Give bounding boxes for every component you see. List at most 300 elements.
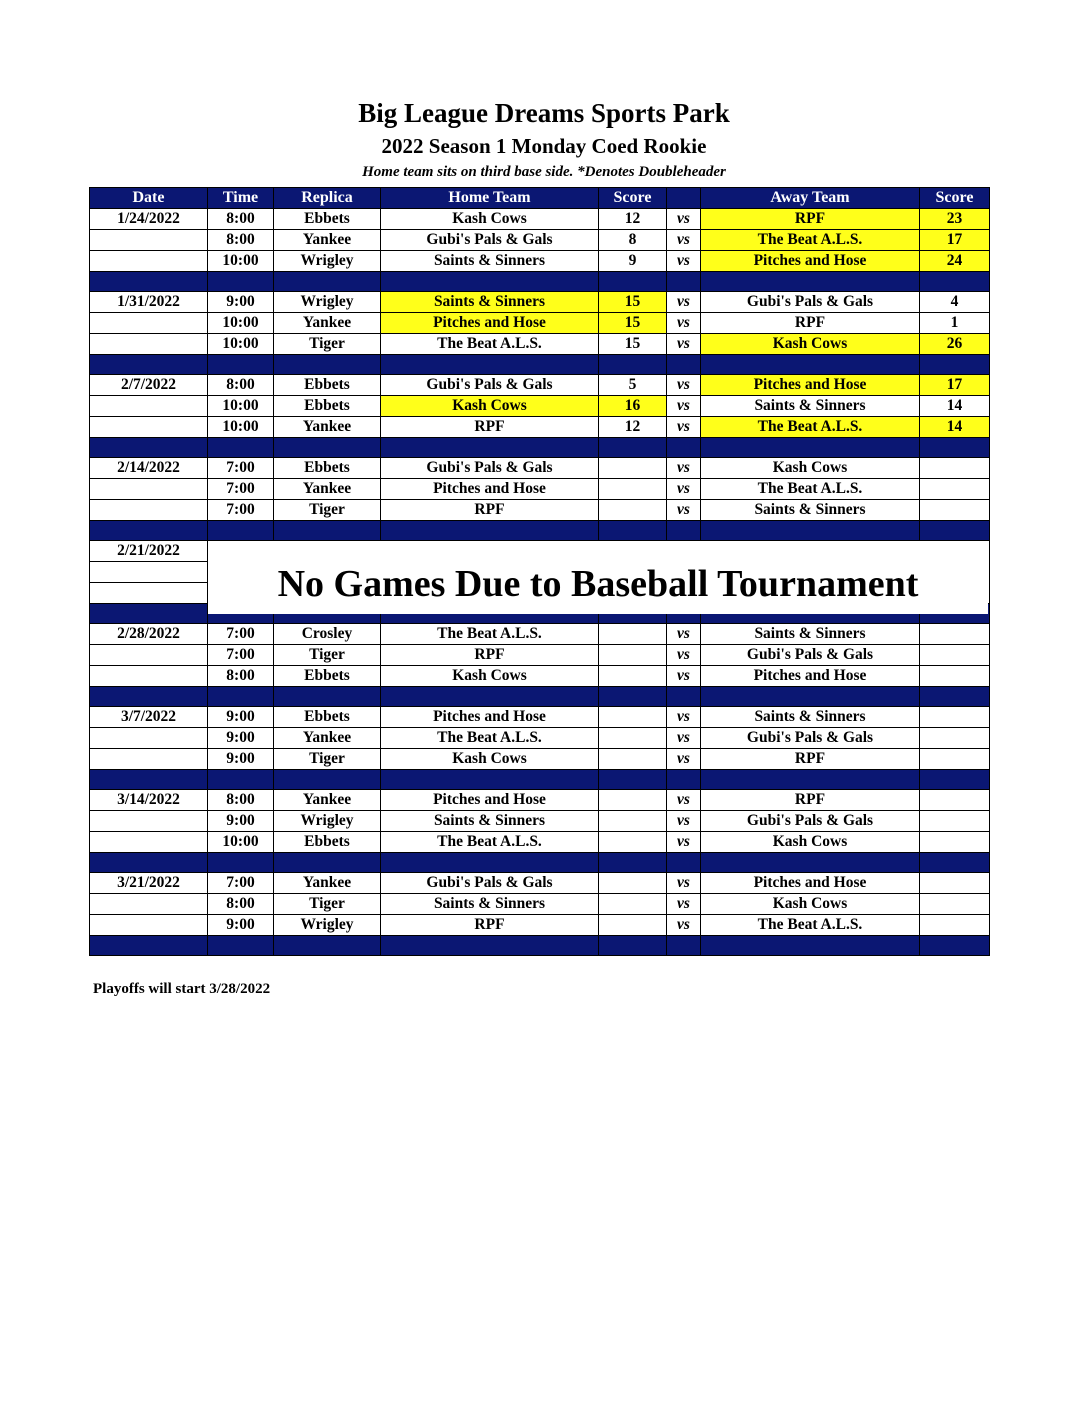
- away-team-cell: Pitches and Hose: [701, 251, 920, 272]
- home-score-cell: [599, 894, 667, 915]
- date-cell: 2/28/2022: [90, 624, 208, 645]
- away-score-cell: 24: [920, 251, 990, 272]
- away-team-cell: Gubi's Pals & Gals: [701, 728, 920, 749]
- game-row: [90, 500, 990, 521]
- separator-cell: [274, 355, 381, 375]
- away-team-cell: Saints & Sinners: [701, 707, 920, 728]
- away-team-cell: Gubi's Pals & Gals: [701, 292, 920, 313]
- away-team-cell: Gubi's Pals & Gals: [701, 811, 920, 832]
- date-cell: 3/7/2022: [90, 707, 208, 728]
- home-score-cell: [599, 915, 667, 936]
- empty-date-cell: [90, 749, 208, 770]
- separator-row: [90, 355, 990, 375]
- game-row: [90, 894, 990, 915]
- away-score-cell: [920, 915, 990, 936]
- replica-cell: Yankee: [274, 479, 381, 500]
- separator-cell: [274, 272, 381, 292]
- separator-cell: [667, 936, 701, 956]
- game-row: [90, 728, 990, 749]
- separator-cell: [381, 355, 599, 375]
- time-cell: 8:00: [208, 375, 274, 396]
- replica-cell: Yankee: [274, 873, 381, 894]
- away-team-cell: Saints & Sinners: [701, 624, 920, 645]
- replica-cell: Tiger: [274, 334, 381, 355]
- home-score-cell: [599, 790, 667, 811]
- home-score-cell: [599, 458, 667, 479]
- separator-cell: [920, 272, 990, 292]
- page-subtitle: 2022 Season 1 Monday Coed Rookie: [381, 134, 707, 158]
- separator-cell: [274, 521, 381, 541]
- time-cell: 8:00: [208, 209, 274, 230]
- away-score-cell: [920, 728, 990, 749]
- time-cell: 7:00: [208, 479, 274, 500]
- separator-cell: [920, 438, 990, 458]
- vs-cell: vs: [667, 624, 701, 645]
- vs-cell: vs: [667, 915, 701, 936]
- game-row: [90, 707, 990, 728]
- game-row: [90, 624, 990, 645]
- separator-cell: [599, 355, 667, 375]
- away-team-cell: Pitches and Hose: [701, 666, 920, 687]
- separator-cell: [667, 355, 701, 375]
- vs-cell: vs: [667, 313, 701, 334]
- separator-cell: [920, 687, 990, 707]
- separator-cell: [667, 438, 701, 458]
- home-team-cell: Saints & Sinners: [381, 251, 599, 272]
- date-cell: 3/14/2022: [90, 790, 208, 811]
- replica-cell: Yankee: [274, 790, 381, 811]
- table-header-row: [90, 188, 990, 209]
- time-cell: 8:00: [208, 894, 274, 915]
- time-cell: 7:00: [208, 645, 274, 666]
- separator-cell: [920, 936, 990, 956]
- empty-date-cell: [90, 832, 208, 853]
- vs-cell: vs: [667, 292, 701, 313]
- away-team-cell: RPF: [701, 749, 920, 770]
- time-cell: 9:00: [208, 749, 274, 770]
- header-away-team: Away Team: [701, 188, 920, 209]
- time-cell: 7:00: [208, 624, 274, 645]
- away-team-cell: Pitches and Hose: [701, 375, 920, 396]
- away-team-cell: Kash Cows: [701, 832, 920, 853]
- home-score-cell: [599, 811, 667, 832]
- separator-cell: [90, 604, 208, 624]
- vs-cell: vs: [667, 832, 701, 853]
- vs-cell: vs: [667, 645, 701, 666]
- home-score-cell: [599, 666, 667, 687]
- vs-cell: vs: [667, 894, 701, 915]
- separator-cell: [599, 770, 667, 790]
- game-row: [90, 334, 990, 355]
- separator-cell: [599, 936, 667, 956]
- home-score-cell: [599, 873, 667, 894]
- time-cell: 9:00: [208, 292, 274, 313]
- home-team-cell: Kash Cows: [381, 666, 599, 687]
- separator-cell: [274, 853, 381, 873]
- game-row: [90, 375, 990, 396]
- home-team-cell: The Beat A.L.S.: [381, 624, 599, 645]
- home-score-cell: 5: [599, 375, 667, 396]
- separator-cell: [381, 770, 599, 790]
- home-score-cell: [599, 832, 667, 853]
- separator-cell: [381, 438, 599, 458]
- separator-cell: [667, 272, 701, 292]
- separator-cell: [208, 272, 274, 292]
- away-score-cell: [920, 624, 990, 645]
- separator-row: [90, 521, 990, 541]
- empty-date-cell: [90, 479, 208, 500]
- home-score-cell: [599, 479, 667, 500]
- game-row: [90, 790, 990, 811]
- away-score-cell: 1: [920, 313, 990, 334]
- away-team-cell: Kash Cows: [701, 458, 920, 479]
- separator-cell: [90, 355, 208, 375]
- time-cell: 7:00: [208, 500, 274, 521]
- home-team-cell: Saints & Sinners: [381, 292, 599, 313]
- game-row: [90, 417, 990, 438]
- time-cell: 9:00: [208, 915, 274, 936]
- game-row: [90, 811, 990, 832]
- empty-date-cell: [90, 811, 208, 832]
- game-row: [90, 749, 990, 770]
- away-team-cell: Gubi's Pals & Gals: [701, 645, 920, 666]
- separator-cell: [208, 438, 274, 458]
- separator-row: [90, 770, 990, 790]
- away-score-cell: 17: [920, 230, 990, 251]
- time-cell: 10:00: [208, 417, 274, 438]
- home-team-cell: RPF: [381, 645, 599, 666]
- vs-cell: vs: [667, 666, 701, 687]
- away-score-cell: 17: [920, 375, 990, 396]
- replica-cell: Crosley: [274, 624, 381, 645]
- home-score-cell: [599, 645, 667, 666]
- separator-cell: [90, 687, 208, 707]
- date-cell: 2/7/2022: [90, 375, 208, 396]
- home-team-cell: Kash Cows: [381, 209, 599, 230]
- separator-cell: [90, 438, 208, 458]
- empty-date-cell: [90, 728, 208, 749]
- home-team-cell: Pitches and Hose: [381, 479, 599, 500]
- separator-cell: [381, 272, 599, 292]
- vs-cell: vs: [667, 458, 701, 479]
- header-date: Date: [90, 188, 208, 209]
- empty-date-cell: [90, 251, 208, 272]
- home-score-cell: [599, 749, 667, 770]
- away-score-cell: [920, 790, 990, 811]
- away-score-cell: [920, 500, 990, 521]
- home-score-cell: 16: [599, 396, 667, 417]
- home-team-cell: The Beat A.L.S.: [381, 832, 599, 853]
- away-team-cell: Kash Cows: [701, 334, 920, 355]
- away-team-cell: Pitches and Hose: [701, 873, 920, 894]
- separator-cell: [920, 521, 990, 541]
- time-cell: 8:00: [208, 666, 274, 687]
- replica-cell: Ebbets: [274, 209, 381, 230]
- game-row: [90, 292, 990, 313]
- game-row: [90, 396, 990, 417]
- away-team-cell: Saints & Sinners: [701, 500, 920, 521]
- away-score-cell: [920, 749, 990, 770]
- replica-cell: Yankee: [274, 230, 381, 251]
- home-team-cell: Gubi's Pals & Gals: [381, 375, 599, 396]
- away-score-cell: [920, 707, 990, 728]
- time-cell: 10:00: [208, 334, 274, 355]
- away-score-cell: 14: [920, 396, 990, 417]
- separator-cell: [667, 770, 701, 790]
- time-cell: 9:00: [208, 728, 274, 749]
- header-replica: Replica: [274, 188, 381, 209]
- replica-cell: Wrigley: [274, 915, 381, 936]
- separator-cell: [381, 687, 599, 707]
- away-score-cell: 23: [920, 209, 990, 230]
- empty-date-cell: [90, 894, 208, 915]
- away-team-cell: Kash Cows: [701, 894, 920, 915]
- game-row: [90, 230, 990, 251]
- game-row: [90, 251, 990, 272]
- separator-cell: [667, 853, 701, 873]
- away-team-cell: RPF: [701, 209, 920, 230]
- date-cell: 3/21/2022: [90, 873, 208, 894]
- time-cell: 9:00: [208, 707, 274, 728]
- away-score-cell: [920, 458, 990, 479]
- separator-cell: [701, 936, 920, 956]
- empty-date-cell: [90, 583, 208, 604]
- header-time: Time: [208, 188, 274, 209]
- home-score-cell: [599, 500, 667, 521]
- time-cell: 9:00: [208, 811, 274, 832]
- game-row: [90, 873, 990, 894]
- game-row: [90, 915, 990, 936]
- page-title: Big League Dreams Sports Park: [358, 98, 730, 128]
- empty-date-cell: [90, 666, 208, 687]
- game-row: [90, 209, 990, 230]
- away-team-cell: Saints & Sinners: [701, 396, 920, 417]
- empty-date-cell: [90, 313, 208, 334]
- separator-cell: [274, 936, 381, 956]
- separator-cell: [920, 853, 990, 873]
- home-score-cell: 9: [599, 251, 667, 272]
- away-score-cell: [920, 479, 990, 500]
- home-team-cell: RPF: [381, 915, 599, 936]
- time-cell: 10:00: [208, 251, 274, 272]
- empty-date-cell: [90, 562, 208, 583]
- vs-cell: vs: [667, 417, 701, 438]
- separator-cell: [90, 521, 208, 541]
- vs-cell: vs: [667, 375, 701, 396]
- away-score-cell: 4: [920, 292, 990, 313]
- playoffs-note: Playoffs will start 3/28/2022: [93, 981, 271, 997]
- game-row: [90, 479, 990, 500]
- time-cell: 10:00: [208, 313, 274, 334]
- replica-cell: Wrigley: [274, 292, 381, 313]
- date-cell: 2/21/2022: [90, 541, 208, 562]
- vs-cell: vs: [667, 500, 701, 521]
- header-home-team: Home Team: [381, 188, 599, 209]
- separator-cell: [920, 770, 990, 790]
- replica-cell: Wrigley: [274, 251, 381, 272]
- vs-cell: vs: [667, 790, 701, 811]
- vs-cell: vs: [667, 396, 701, 417]
- separator-cell: [701, 272, 920, 292]
- home-team-cell: The Beat A.L.S.: [381, 334, 599, 355]
- empty-date-cell: [90, 645, 208, 666]
- home-team-cell: Kash Cows: [381, 749, 599, 770]
- game-row: [90, 313, 990, 334]
- empty-date-cell: [90, 417, 208, 438]
- separator-cell: [701, 355, 920, 375]
- separator-cell: [208, 687, 274, 707]
- home-team-cell: Gubi's Pals & Gals: [381, 230, 599, 251]
- away-score-cell: 14: [920, 417, 990, 438]
- home-team-cell: Saints & Sinners: [381, 811, 599, 832]
- time-cell: 7:00: [208, 458, 274, 479]
- separator-cell: [208, 521, 274, 541]
- vs-cell: vs: [667, 707, 701, 728]
- replica-cell: Tiger: [274, 894, 381, 915]
- replica-cell: Ebbets: [274, 396, 381, 417]
- separator-cell: [274, 770, 381, 790]
- vs-cell: vs: [667, 334, 701, 355]
- separator-cell: [90, 770, 208, 790]
- home-score-cell: 15: [599, 313, 667, 334]
- vs-cell: vs: [667, 811, 701, 832]
- separator-cell: [381, 521, 599, 541]
- away-score-cell: [920, 666, 990, 687]
- replica-cell: Tiger: [274, 645, 381, 666]
- vs-cell: vs: [667, 749, 701, 770]
- separator-cell: [90, 936, 208, 956]
- schedule-note: Home team sits on third base side. *Denotes Doubleheader: [362, 164, 726, 180]
- separator-cell: [208, 355, 274, 375]
- replica-cell: Ebbets: [274, 458, 381, 479]
- home-score-cell: 8: [599, 230, 667, 251]
- away-score-cell: [920, 894, 990, 915]
- empty-date-cell: [90, 396, 208, 417]
- time-cell: 10:00: [208, 396, 274, 417]
- home-team-cell: Saints & Sinners: [381, 894, 599, 915]
- away-team-cell: The Beat A.L.S.: [701, 915, 920, 936]
- header-home-score: Score: [599, 188, 667, 209]
- away-score-cell: [920, 873, 990, 894]
- away-score-cell: 26: [920, 334, 990, 355]
- home-score-cell: 15: [599, 292, 667, 313]
- game-row: [90, 666, 990, 687]
- separator-row: [90, 438, 990, 458]
- date-cell: 1/24/2022: [90, 209, 208, 230]
- replica-cell: Yankee: [274, 313, 381, 334]
- game-row: [90, 645, 990, 666]
- home-score-cell: 12: [599, 209, 667, 230]
- replica-cell: Yankee: [274, 728, 381, 749]
- separator-cell: [599, 853, 667, 873]
- separator-row: [90, 272, 990, 292]
- replica-cell: Tiger: [274, 500, 381, 521]
- header-away-score: Score: [920, 188, 990, 209]
- replica-cell: Ebbets: [274, 707, 381, 728]
- away-team-cell: RPF: [701, 790, 920, 811]
- separator-cell: [381, 936, 599, 956]
- away-team-cell: The Beat A.L.S.: [701, 230, 920, 251]
- vs-cell: vs: [667, 209, 701, 230]
- empty-date-cell: [90, 915, 208, 936]
- vs-cell: vs: [667, 230, 701, 251]
- separator-cell: [701, 687, 920, 707]
- separator-cell: [599, 687, 667, 707]
- empty-date-cell: [90, 500, 208, 521]
- home-team-cell: Pitches and Hose: [381, 707, 599, 728]
- home-team-cell: RPF: [381, 417, 599, 438]
- separator-cell: [208, 936, 274, 956]
- home-team-cell: Gubi's Pals & Gals: [381, 873, 599, 894]
- home-score-cell: [599, 707, 667, 728]
- away-score-cell: [920, 645, 990, 666]
- home-score-cell: 12: [599, 417, 667, 438]
- home-score-cell: [599, 728, 667, 749]
- vs-cell: vs: [667, 873, 701, 894]
- separator-row: [90, 853, 990, 873]
- game-row: [90, 458, 990, 479]
- replica-cell: Yankee: [274, 417, 381, 438]
- separator-cell: [701, 521, 920, 541]
- separator-cell: [920, 355, 990, 375]
- separator-cell: [599, 438, 667, 458]
- replica-cell: Ebbets: [274, 375, 381, 396]
- separator-cell: [701, 853, 920, 873]
- home-team-cell: Gubi's Pals & Gals: [381, 458, 599, 479]
- away-score-cell: [920, 811, 990, 832]
- separator-cell: [90, 853, 208, 873]
- separator-cell: [667, 521, 701, 541]
- time-cell: 10:00: [208, 832, 274, 853]
- vs-cell: vs: [667, 728, 701, 749]
- separator-cell: [274, 687, 381, 707]
- home-team-cell: RPF: [381, 500, 599, 521]
- home-score-cell: 15: [599, 334, 667, 355]
- away-team-cell: The Beat A.L.S.: [701, 479, 920, 500]
- home-score-cell: [599, 624, 667, 645]
- replica-cell: Ebbets: [274, 832, 381, 853]
- separator-row: [90, 687, 990, 707]
- separator-cell: [599, 521, 667, 541]
- game-row: [90, 832, 990, 853]
- separator-cell: [208, 853, 274, 873]
- separator-cell: [599, 272, 667, 292]
- home-team-cell: Pitches and Hose: [381, 790, 599, 811]
- header-vs: [667, 188, 701, 209]
- home-team-cell: The Beat A.L.S.: [381, 728, 599, 749]
- date-cell: 2/14/2022: [90, 458, 208, 479]
- away-team-cell: RPF: [701, 313, 920, 334]
- separator-cell: [667, 687, 701, 707]
- empty-date-cell: [90, 230, 208, 251]
- separator-cell: [90, 272, 208, 292]
- replica-cell: Tiger: [274, 749, 381, 770]
- separator-cell: [208, 770, 274, 790]
- separator-cell: [701, 770, 920, 790]
- away-score-cell: [920, 832, 990, 853]
- away-team-cell: The Beat A.L.S.: [701, 417, 920, 438]
- separator-cell: [701, 438, 920, 458]
- replica-cell: Wrigley: [274, 811, 381, 832]
- date-cell: 1/31/2022: [90, 292, 208, 313]
- time-cell: 8:00: [208, 790, 274, 811]
- no-games-banner: No Games Due to Baseball Tournament: [208, 553, 988, 614]
- replica-cell: Ebbets: [274, 666, 381, 687]
- separator-cell: [381, 853, 599, 873]
- separator-cell: [274, 438, 381, 458]
- separator-row: [90, 936, 990, 956]
- vs-cell: vs: [667, 479, 701, 500]
